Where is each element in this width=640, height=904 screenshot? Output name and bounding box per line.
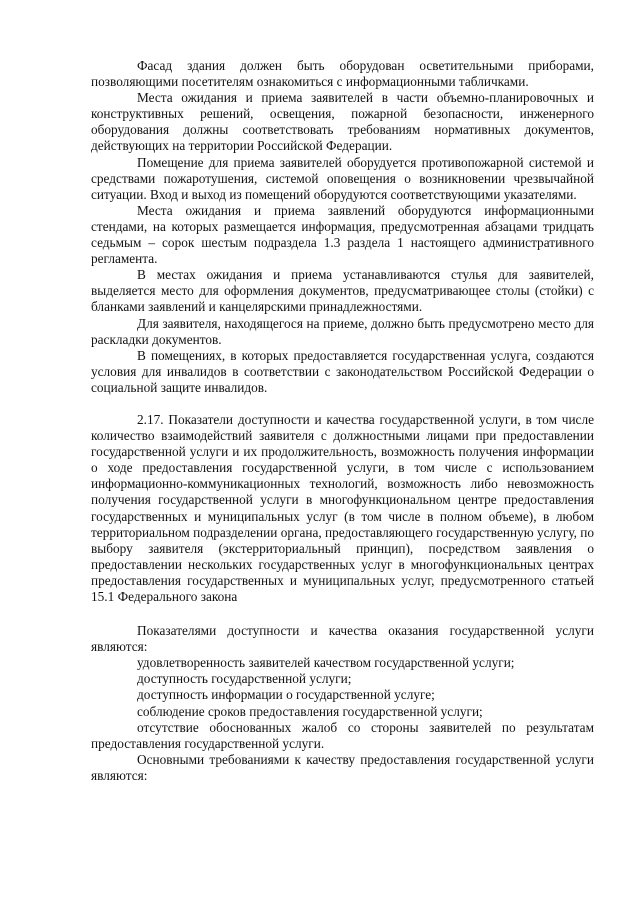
list-item: соблюдение сроков предоставления государственной услуги;	[137, 703, 483, 719]
paragraph-section-2-17: 2.17. Показатели доступности и качества государственной услуги, в том числе количество взаимодействий заявителя с должностными лицами при предоставлении государственной услуги и их продолжительность, возможность получения информации о ходе предоставления государственной услуги, в том числе с использованием информационно-коммуникационных технологий, возможность либо невозможность получения государственной услуги в многофункциональном центре предоставления государственных и муниципальных услуг (в том числе в полном объеме), в любом территориальном подразделении органа, предоставляющего государственную услугу, по выбору заявителя (экстерриториальный принцип), посредством заявления о предоставлении нескольких государственных услуг в многофункциональных центрах предоставления государственных и муниципальных услуг, предусмотренного статьей 15.1 Федерального закона	[91, 411, 595, 604]
paragraph-facade-lighting: Фасад здания должен быть оборудован осветительными приборами, позволяющими посетителям ознакомиться с информационными табличками.	[91, 58, 594, 90]
paragraph-information-stands: Места ожидания и приема заявлений оборудуются информационными стендами, на которых размещается информация, предусмотренная абзацами тридцать седьмым – сорок шестым подраздела 1.3 раздела 1 настоящего административного регламента.	[91, 202, 594, 267]
list-item: доступность государственной услуги;	[137, 671, 352, 687]
paragraph-fire-safety: Помещение для приема заявителей оборудуется противопожарной системой и средствами пожаротушения, системой оповещения о возникновении чрезвычайной ситуации. Вход и выход из помещений оборудуются соответствующими указателями.	[91, 154, 594, 202]
paragraph-quality-requirements: Основными требованиями к качеству предоставления государственной услуги являются:	[91, 751, 594, 783]
paragraph-gap	[91, 396, 594, 412]
paragraph-indicators-intro: Показателями доступности и качества оказания государственной услуги являются:	[91, 623, 594, 655]
paragraph-waiting-area-requirements: Места ожидания и приема заявителей в части объемно-планировочных и конструктивных решений, освещения, пожарной безопасности, инженерного оборудования должны соответствовать требованиям нормативных документов, действующих на территории Российской Федерации.	[91, 90, 594, 154]
paragraph-disability-access: В помещениях, в которых предоставляется государственная услуга, создаются условия для инвалидов в соответствии с законодательством Российской Федерации о социальной защите инвалидов.	[91, 347, 594, 395]
paragraph-chairs-and-tables: В местах ожидания и приема устанавливаются стулья для заявителей, выделяется место для оформления документов, предусматривающее столы (стойки) с бланками заявлений и канцелярскими принадлежностями.	[91, 267, 594, 315]
list-item: удовлетворенность заявителей качеством государственной услуги;	[137, 655, 515, 671]
document-page	[91, 58, 594, 784]
paragraph-gap	[91, 605, 594, 623]
list-item: доступность информации о государственной услуге;	[137, 687, 435, 703]
list-item: отсутствие обоснованных жалоб со стороны заявителей по результатам предоставления государственной услуги.	[91, 719, 594, 751]
paragraph-document-space: Для заявителя, находящегося на приеме, должно быть предусмотрено место для раскладки документов.	[91, 315, 594, 347]
